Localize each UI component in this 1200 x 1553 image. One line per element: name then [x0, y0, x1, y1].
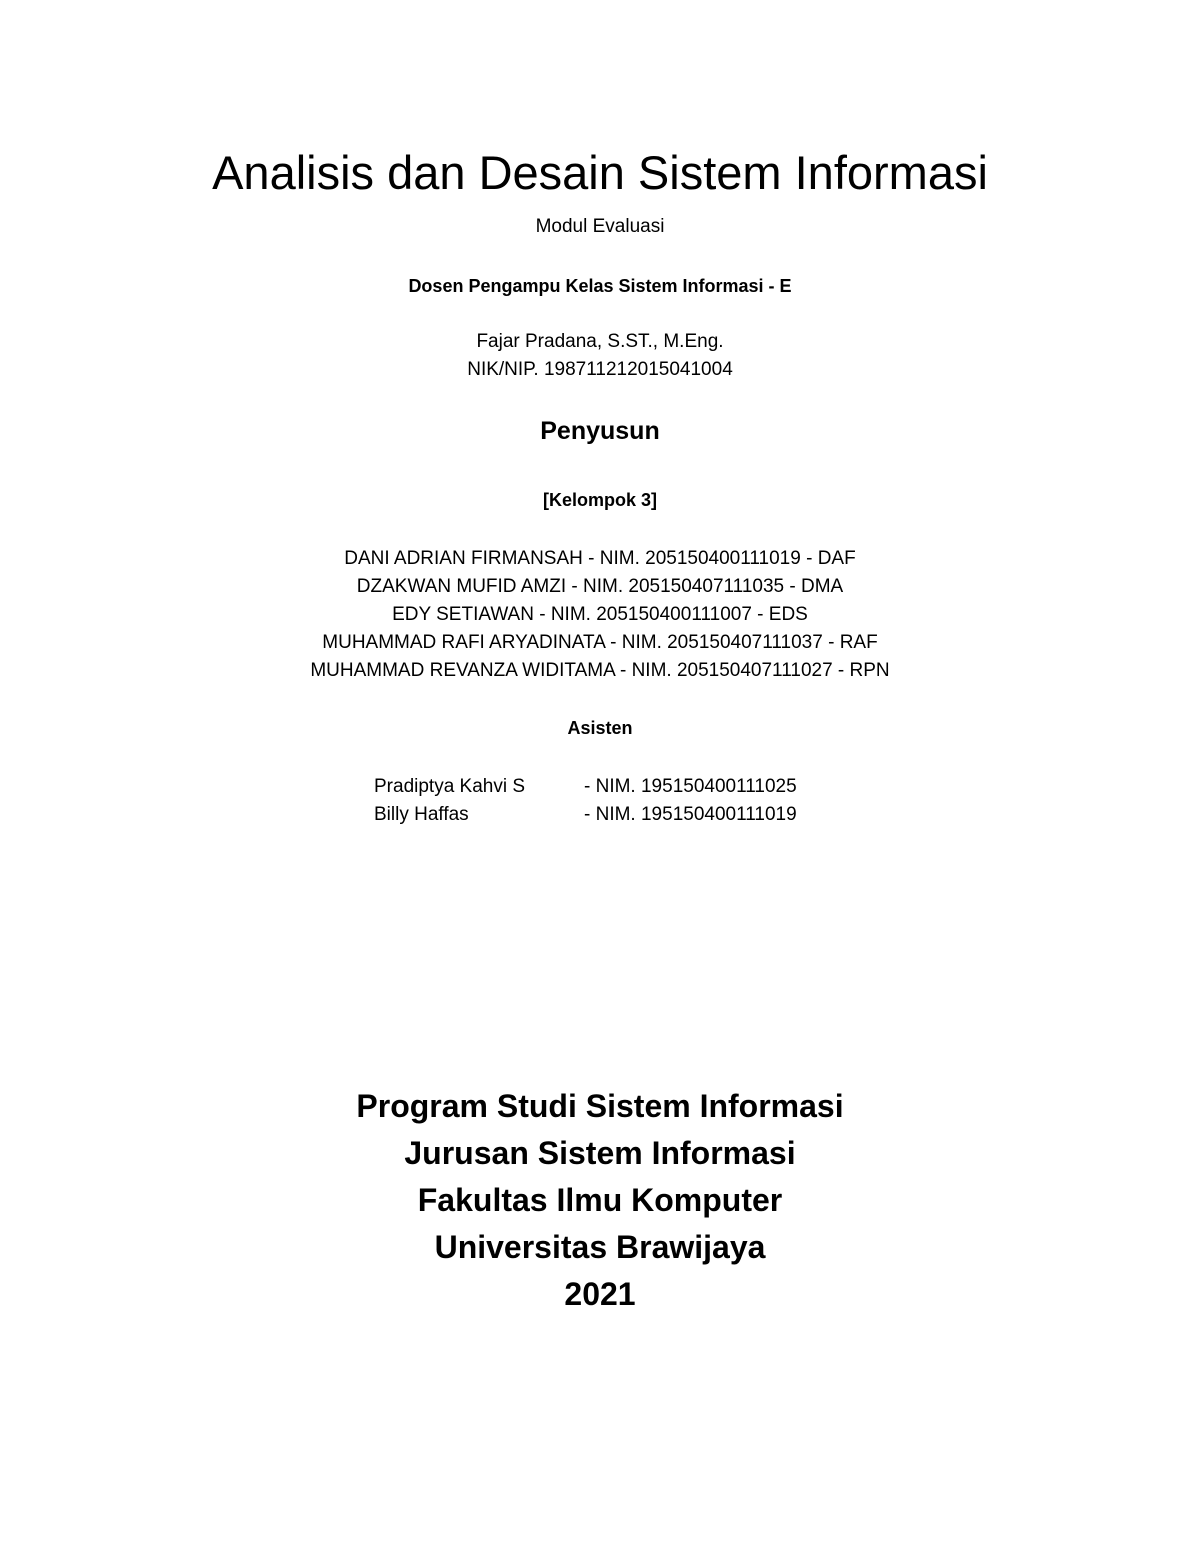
- document-subtitle: Modul Evaluasi: [535, 216, 665, 237]
- assistant-item: [374, 801, 797, 829]
- assistant-nim: - NIM. 195150400111025: [584, 776, 797, 797]
- institution-department: Jurusan Sistem Informasi: [404, 1135, 796, 1171]
- institution-faculty: Fakultas Ilmu Komputer: [417, 1182, 783, 1218]
- assistant-item: [374, 773, 797, 801]
- assistant-name: Pradiptya Kahvi S: [374, 776, 526, 797]
- member-item: DANI ADRIAN FIRMANSAH - NIM. 205150400111019 - DAF: [344, 548, 856, 569]
- member-list: [0, 545, 1200, 685]
- institution-block: [0, 1083, 1200, 1318]
- institution-program: Program Studi Sistem Informasi: [356, 1088, 844, 1124]
- member-item: MUHAMMAD RAFI ARYADINATA - NIM. 205150407111037 - RAF: [322, 632, 878, 653]
- group-label: [Kelompok 3]: [542, 490, 657, 510]
- lecturer-name: Fajar Pradana, S.ST., M.Eng.: [476, 331, 724, 352]
- member-item: MUHAMMAD REVANZA WIDITAMA - NIM. 205150407111027 - RPN: [310, 660, 890, 681]
- member-item: DZAKWAN MUFID AMZI - NIM. 205150407111035 - DMA: [356, 576, 844, 597]
- lecturer-nip: NIK/NIP. 198711212015041004: [467, 359, 733, 380]
- assistant-name: Billy Haffas: [374, 804, 469, 825]
- member-item: EDY SETIAWAN - NIM. 205150400111007 - EDS: [392, 604, 808, 625]
- institution-year: 2021: [564, 1276, 636, 1312]
- institution-university: Universitas Brawijaya: [434, 1229, 766, 1265]
- assistant-nim: - NIM. 195150400111019: [584, 804, 797, 825]
- assistant-heading: Asisten: [567, 718, 633, 738]
- assistant-list: [374, 773, 797, 829]
- lecturer-heading: Dosen Pengampu Kelas Sistem Informasi - E: [408, 276, 792, 296]
- document-title: Analisis dan Desain Sistem Informasi: [212, 146, 988, 199]
- compiler-heading: Penyusun: [540, 417, 660, 445]
